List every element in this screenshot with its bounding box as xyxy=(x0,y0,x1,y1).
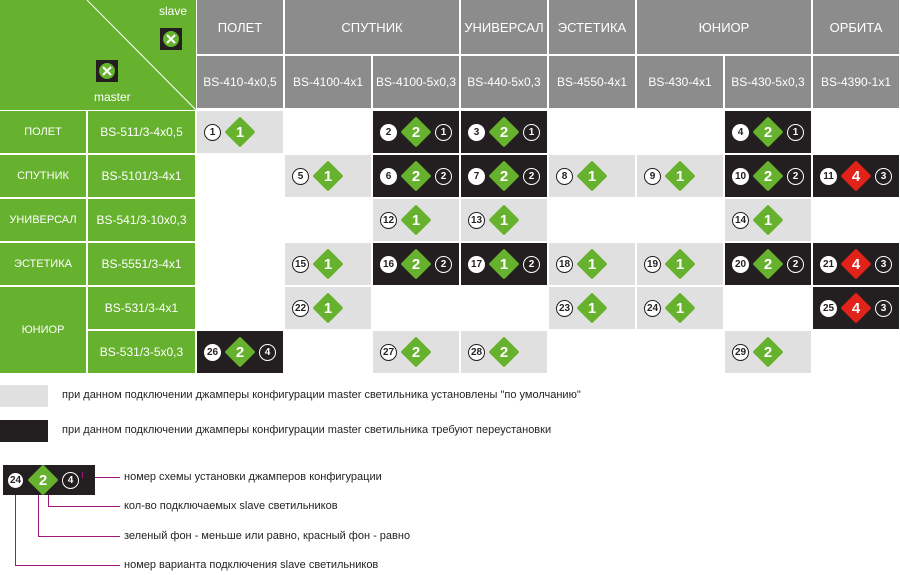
row-category: УНИВЕРСАЛ xyxy=(0,199,86,241)
quantity-diamond: 2 xyxy=(400,160,432,192)
table-cell xyxy=(637,243,723,285)
variant-number: 6 xyxy=(380,168,397,185)
table-cell xyxy=(197,199,283,241)
legend-black-text: при данном подключении джамперы конфигурации master светильника требуют переустановки xyxy=(62,424,552,436)
table-cell xyxy=(637,287,723,329)
table-cell xyxy=(373,243,459,285)
row-category: СПУТНИК xyxy=(0,155,86,197)
table-cell xyxy=(637,111,723,153)
connection-entry xyxy=(556,160,608,192)
variant-number: 28 xyxy=(468,344,485,361)
header-category: СПУТНИК xyxy=(285,0,459,54)
table-cell xyxy=(813,111,899,153)
table-cell xyxy=(461,199,547,241)
table-cell xyxy=(725,155,811,197)
connection-entry xyxy=(380,160,452,192)
quantity-diamond: 1 xyxy=(400,204,432,236)
key-line-color-v xyxy=(38,495,39,536)
scheme-number: 2 xyxy=(787,256,804,273)
connection-entry xyxy=(732,160,804,192)
header-model: BS-410-4x0,5 xyxy=(197,56,283,108)
table-cell xyxy=(197,155,283,197)
scheme-number: 3 xyxy=(875,168,892,185)
scheme-number: 4 xyxy=(259,344,276,361)
connection-entry xyxy=(468,248,540,280)
quantity-diamond: 1 xyxy=(488,204,520,236)
quantity-diamond: 2 xyxy=(752,248,784,280)
header-category: ЭСТЕТИКА xyxy=(549,0,635,54)
table-cell xyxy=(549,155,635,197)
connection-entry xyxy=(380,204,432,236)
slave-label: slave xyxy=(158,4,187,18)
connection-entry xyxy=(204,116,256,148)
key-line-scheme-h xyxy=(95,477,120,478)
variant-number: 25 xyxy=(820,300,837,317)
table-cell xyxy=(285,243,371,285)
scheme-number: 3 xyxy=(875,300,892,317)
connection-entry xyxy=(468,116,540,148)
variant-number: 10 xyxy=(732,168,749,185)
table-cell xyxy=(285,287,371,329)
variant-number: 20 xyxy=(732,256,749,273)
variant-number: 26 xyxy=(204,344,221,361)
table-cell xyxy=(373,331,459,373)
connection-entry xyxy=(732,204,784,236)
variant-number: 24 xyxy=(644,300,661,317)
table-cell xyxy=(725,331,811,373)
variant-number: 12 xyxy=(380,212,397,229)
key-scheme-text: номер схемы установки джамперов конфигурации xyxy=(124,471,382,483)
table-cell xyxy=(285,111,371,153)
header-category: ПОЛЕТ xyxy=(197,0,283,54)
master-label: master xyxy=(94,90,131,104)
row-category: ПОЛЕТ xyxy=(0,111,86,153)
connection-entry xyxy=(644,292,696,324)
key-variant-text: номер варианта подключения slave светильников xyxy=(124,559,379,571)
key-scheme-number: 4 xyxy=(62,472,79,489)
connection-entry xyxy=(732,336,784,368)
corner-blank xyxy=(0,0,87,110)
connection-entry xyxy=(380,116,452,148)
table-cell xyxy=(549,331,635,373)
scheme-number: 2 xyxy=(523,168,540,185)
row-model: BS-541/3-10x0,3 xyxy=(88,199,195,241)
scheme-number: 2 xyxy=(435,168,452,185)
row-model: BS-531/3-4x1 xyxy=(88,287,195,329)
quantity-diamond: 1 xyxy=(576,248,608,280)
quantity-diamond: 1 xyxy=(224,116,256,148)
table-cell xyxy=(373,155,459,197)
key-line-color-h xyxy=(38,536,120,537)
table-cell xyxy=(285,331,371,373)
quantity-diamond: 2 xyxy=(752,116,784,148)
header-model: BS-4390-1x1 xyxy=(813,56,899,108)
table-cell xyxy=(813,155,899,197)
scheme-number: 3 xyxy=(875,256,892,273)
variant-number: 5 xyxy=(292,168,309,185)
slave-lamp-icon xyxy=(160,28,182,50)
quantity-diamond: 1 xyxy=(576,160,608,192)
variant-number: 21 xyxy=(820,256,837,273)
header-category: УНИВЕРСАЛ xyxy=(461,0,547,54)
table-cell xyxy=(285,199,371,241)
key-line-quantity-h xyxy=(48,506,120,507)
table-cell xyxy=(549,287,635,329)
quantity-diamond: 2 xyxy=(400,116,432,148)
header-model: BS-430-4x1 xyxy=(637,56,723,108)
quantity-diamond: 1 xyxy=(312,160,344,192)
connection-entry xyxy=(468,160,540,192)
row-model: BS-531/3-5x0,3 xyxy=(88,331,195,373)
variant-number: 22 xyxy=(292,300,309,317)
quantity-diamond: 2 xyxy=(752,336,784,368)
variant-number: 14 xyxy=(732,212,749,229)
table-cell xyxy=(637,331,723,373)
quantity-diamond: 4 xyxy=(840,292,872,324)
table-cell xyxy=(637,199,723,241)
key-line-variant-h xyxy=(15,565,120,566)
connection-entry xyxy=(292,248,344,280)
connection-entry xyxy=(820,248,892,280)
table-cell xyxy=(373,199,459,241)
connection-entry xyxy=(380,248,452,280)
connection-entry xyxy=(644,248,696,280)
quantity-diamond: 1 xyxy=(664,248,696,280)
table-cell xyxy=(197,331,283,373)
scheme-number: 1 xyxy=(787,124,804,141)
table-cell xyxy=(813,243,899,285)
connection-entry xyxy=(556,248,608,280)
variant-number: 29 xyxy=(732,344,749,361)
row-model: BS-5551/3-4x1 xyxy=(88,243,195,285)
variant-number: 23 xyxy=(556,300,573,317)
quantity-diamond: 1 xyxy=(576,292,608,324)
table-cell xyxy=(461,331,547,373)
quantity-diamond: 4 xyxy=(840,160,872,192)
header-model: BS-4100-4x1 xyxy=(285,56,371,108)
table-cell xyxy=(461,155,547,197)
variant-number: 1 xyxy=(204,124,221,141)
table-cell xyxy=(549,243,635,285)
key-line-scheme-v xyxy=(82,472,83,478)
legend-black-swatch xyxy=(0,420,48,442)
connection-entry xyxy=(732,248,804,280)
quantity-diamond: 4 xyxy=(840,248,872,280)
variant-number: 3 xyxy=(468,124,485,141)
quantity-diamond: 1 xyxy=(664,160,696,192)
connection-entry xyxy=(644,160,696,192)
connection-entry xyxy=(468,336,520,368)
quantity-diamond: 1 xyxy=(312,248,344,280)
variant-number: 16 xyxy=(380,256,397,273)
corner-header xyxy=(87,0,196,110)
connection-entry xyxy=(732,116,804,148)
table-cell xyxy=(461,243,547,285)
key-line-quantity-v xyxy=(48,495,49,506)
quantity-diamond: 2 xyxy=(224,336,256,368)
table-cell xyxy=(197,111,283,153)
table-cell xyxy=(813,199,899,241)
variant-number: 2 xyxy=(380,124,397,141)
scheme-number: 2 xyxy=(523,256,540,273)
quantity-diamond: 2 xyxy=(488,160,520,192)
table-cell xyxy=(725,199,811,241)
variant-number: 7 xyxy=(468,168,485,185)
legend-gray-swatch xyxy=(0,385,48,407)
quantity-diamond: 1 xyxy=(488,248,520,280)
row-category: ЭСТЕТИКА xyxy=(0,243,86,285)
connection-entry xyxy=(820,292,892,324)
quantity-diamond: 2 xyxy=(752,160,784,192)
variant-number: 13 xyxy=(468,212,485,229)
connection-entry xyxy=(292,160,344,192)
table-cell xyxy=(373,287,459,329)
quantity-diamond: 1 xyxy=(752,204,784,236)
quantity-diamond: 1 xyxy=(664,292,696,324)
variant-number: 18 xyxy=(556,256,573,273)
quantity-diamond: 1 xyxy=(312,292,344,324)
table-cell xyxy=(197,287,283,329)
legend-gray-text: при данном подключении джамперы конфигурации master светильника установлены "по умолчанию" xyxy=(62,389,581,401)
variant-number: 15 xyxy=(292,256,309,273)
variant-number: 27 xyxy=(380,344,397,361)
table-cell xyxy=(549,199,635,241)
header-model: BS-4100-5x0,3 xyxy=(373,56,459,108)
row-category: ЮНИОР xyxy=(0,287,86,373)
table-cell xyxy=(725,111,811,153)
variant-number: 19 xyxy=(644,256,661,273)
scheme-number: 1 xyxy=(523,124,540,141)
connection-entry xyxy=(380,336,432,368)
table-cell xyxy=(373,111,459,153)
quantity-diamond: 2 xyxy=(488,116,520,148)
row-model: BS-5101/3-4x1 xyxy=(88,155,195,197)
variant-number: 17 xyxy=(468,256,485,273)
header-model: BS-430-5x0,3 xyxy=(725,56,811,108)
key-quantity-diamond: 2 xyxy=(27,464,59,496)
connection-entry xyxy=(820,160,892,192)
variant-number: 9 xyxy=(644,168,661,185)
key-sample xyxy=(3,465,95,495)
key-line-variant-v xyxy=(15,495,16,565)
key-quantity-text: кол-во подключаемых slave светильников xyxy=(124,500,338,512)
table-cell xyxy=(813,331,899,373)
header-category: ЮНИОР xyxy=(637,0,811,54)
master-lamp-icon xyxy=(96,60,118,82)
table-cell xyxy=(725,287,811,329)
key-color-text: зеленый фон - меньше или равно, красный фон - равно xyxy=(124,530,411,542)
variant-number: 11 xyxy=(820,168,837,185)
scheme-number: 1 xyxy=(435,124,452,141)
table-cell xyxy=(637,155,723,197)
connection-entry xyxy=(468,204,520,236)
row-model: BS-511/3-4x0,5 xyxy=(88,111,195,153)
connection-entry xyxy=(204,336,276,368)
quantity-diamond: 2 xyxy=(488,336,520,368)
connection-entry xyxy=(556,292,608,324)
key-variant-number: 24 xyxy=(7,472,24,489)
table-cell xyxy=(549,111,635,153)
scheme-number: 2 xyxy=(435,256,452,273)
table-cell xyxy=(813,287,899,329)
quantity-diamond: 2 xyxy=(400,248,432,280)
table-cell xyxy=(285,155,371,197)
variant-number: 8 xyxy=(556,168,573,185)
variant-number: 4 xyxy=(732,124,749,141)
table-cell xyxy=(197,243,283,285)
table-cell xyxy=(725,243,811,285)
header-category: ОРБИТА xyxy=(813,0,899,54)
table-cell xyxy=(461,287,547,329)
scheme-number: 2 xyxy=(787,168,804,185)
connection-entry xyxy=(292,292,344,324)
header-model: BS-440-5x0,3 xyxy=(461,56,547,108)
table-cell xyxy=(461,111,547,153)
header-model: BS-4550-4x1 xyxy=(549,56,635,108)
quantity-diamond: 2 xyxy=(400,336,432,368)
